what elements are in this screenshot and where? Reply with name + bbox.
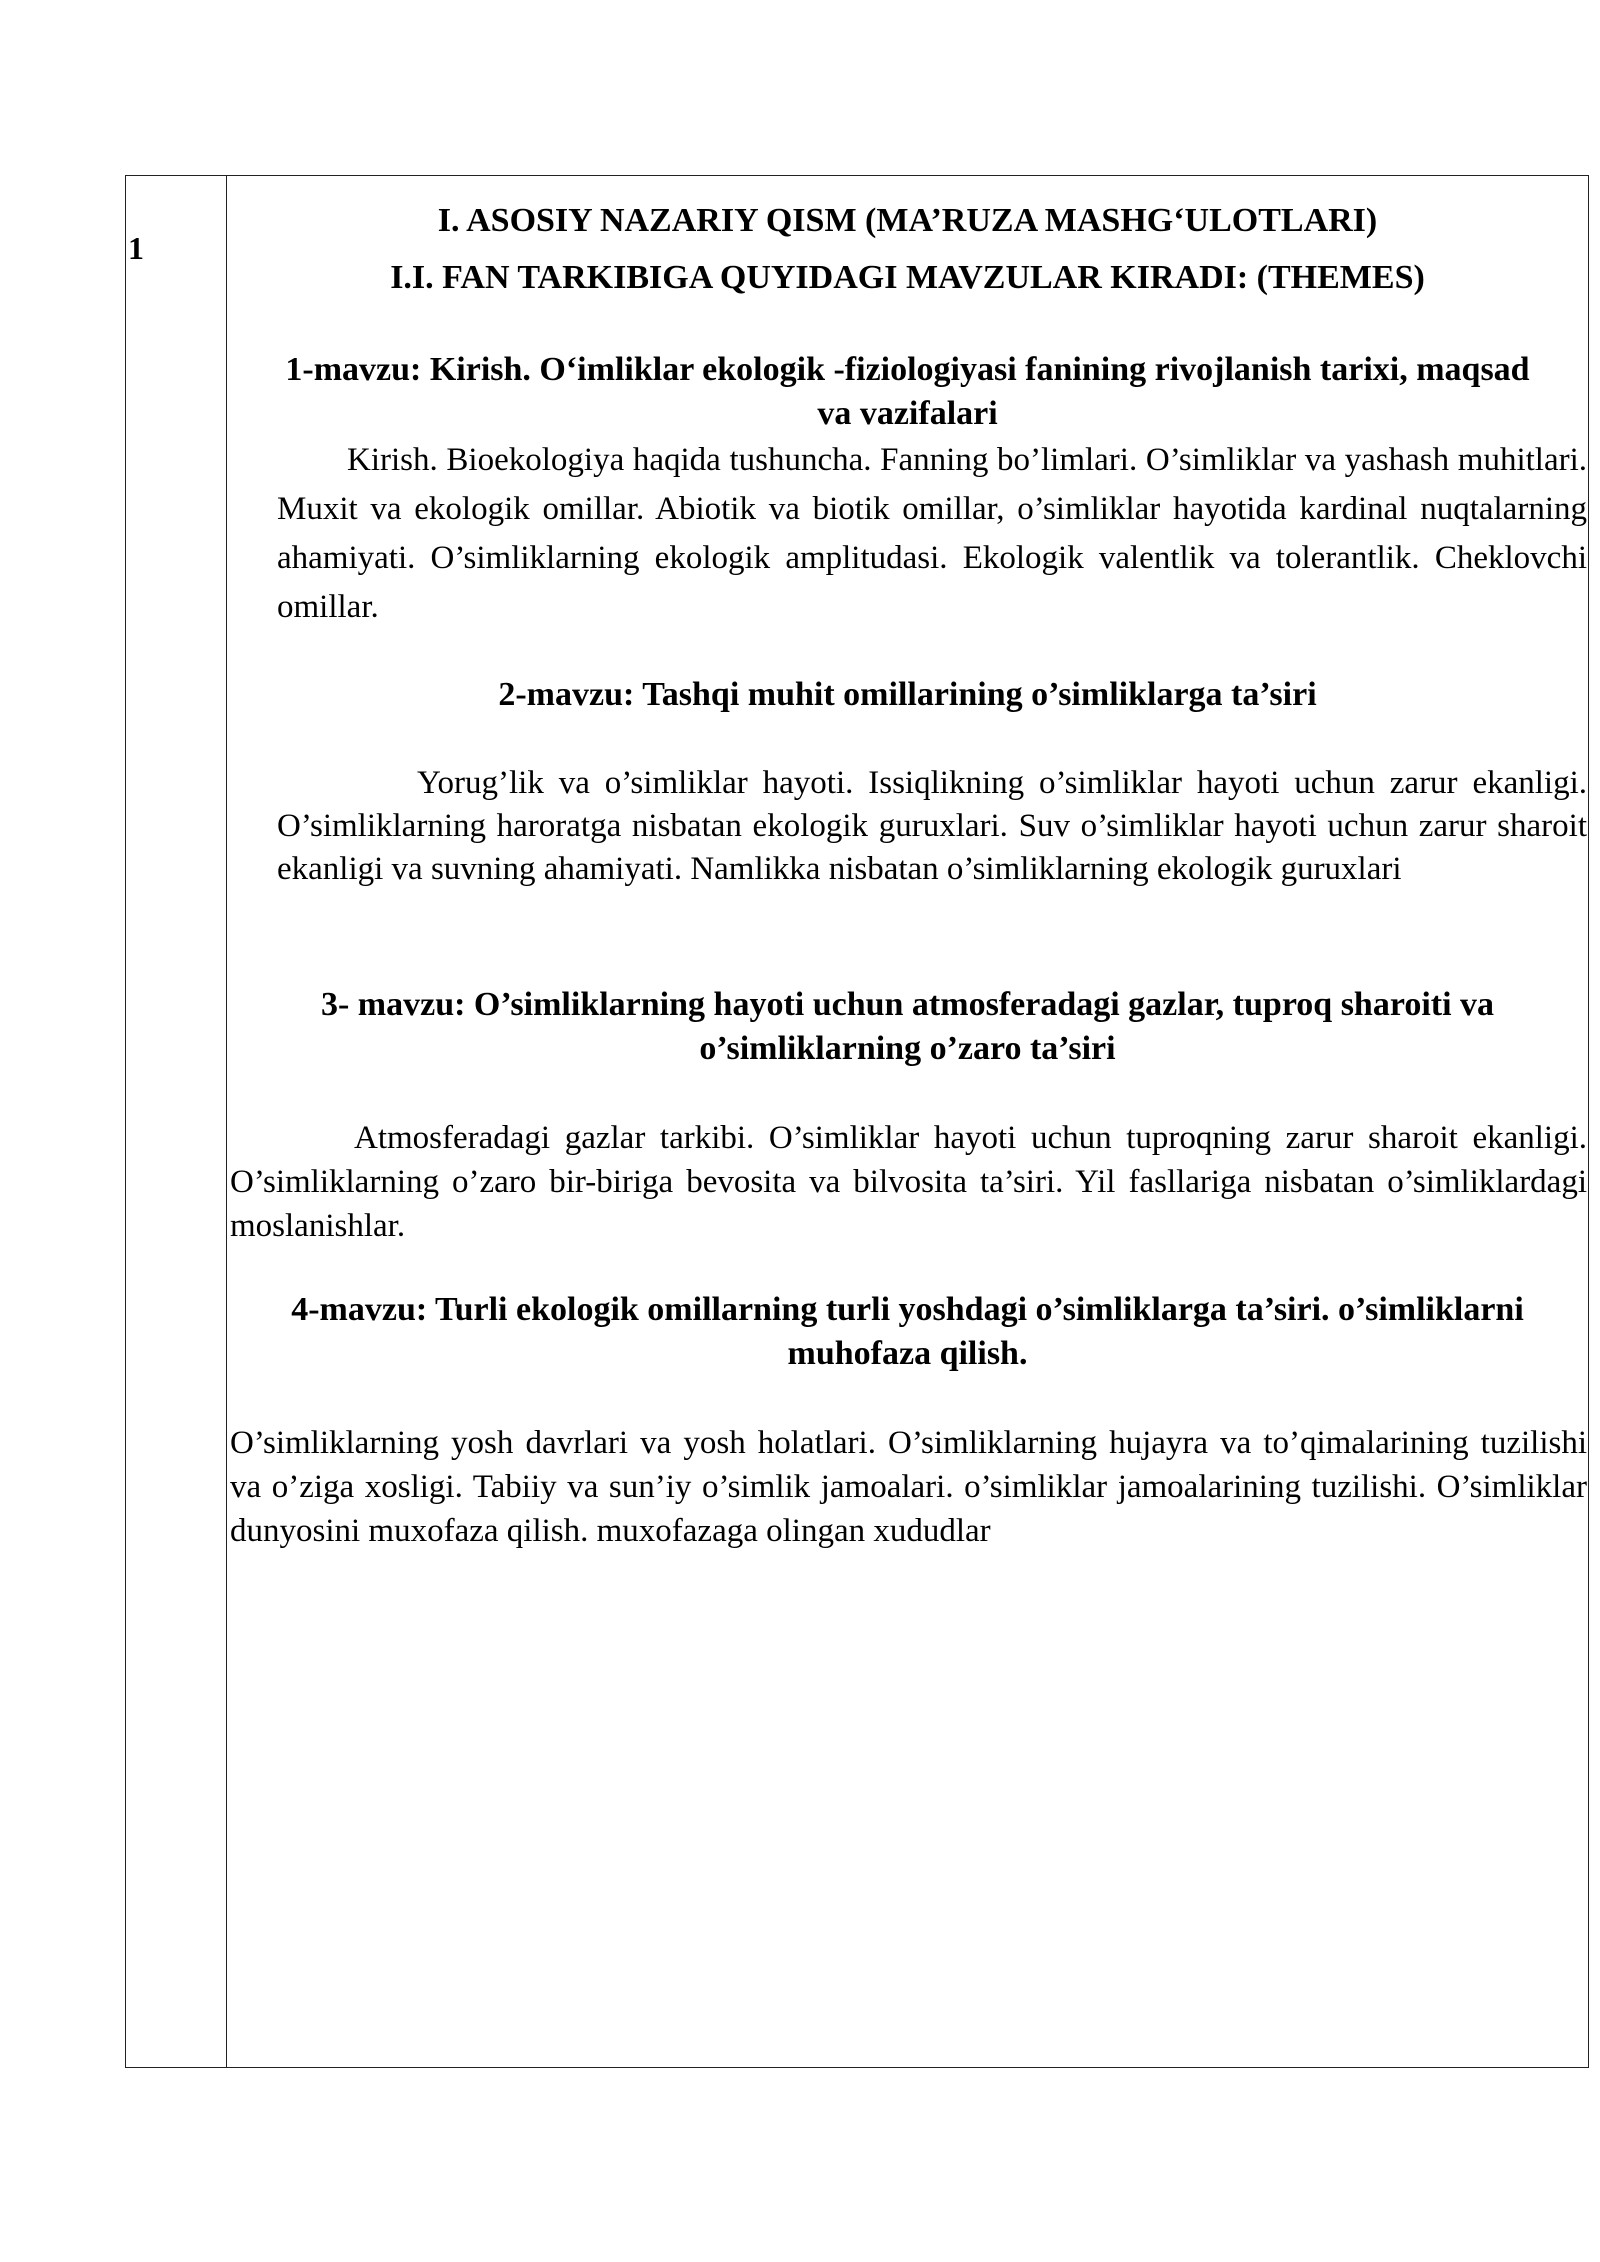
topic-4-body: O’simliklarning yosh davrlari va yosh holatlari. O’simliklarning hujayra va to’qimalarining tuzilishi va o’ziga xosligi. Tabiiy va sun’iy o’simlik jamoalari. o’simliklar jamoalarining tuzilishi. O’simliklar dunyosini muxofaza qilish. muxofazaga olingan xududlar <box>230 1425 1587 1549</box>
column-divider <box>226 175 227 2068</box>
content-cell <box>228 175 1587 1553</box>
topic-1-title: 1-mavzu: Kirish. O‘imliklar ekologik -fiziologiyasi fanining rivojlanish tarixi, maqsad va vazifalari <box>285 351 1530 432</box>
section-subtitle: I.I. FAN TARKIBIGA QUYIDAGI MAVZULAR KIRADI: (THEMES) <box>390 259 1425 296</box>
topic-2-title: 2-mavzu: Tashqi muhit omillarining o’simliklarga ta’siri <box>498 676 1317 713</box>
topic-3-title: 3- mavzu: O’simliklarning hayoti uchun atmosferadagi gazlar, tuproq sharoiti va o’simliklarning o’zaro ta’siri <box>320 986 1495 1067</box>
section-title: I. ASOSIY NAZARIY QISM (MA’RUZA MASHG‘ULOTLARI) <box>437 202 1378 239</box>
topic-2-body: Yorug’lik va o’simliklar hayoti. Issiqlikning o’simliklar hayoti uchun zarur ekanligi. O’simliklarning haroratga nisbatan ekologik guruxlari. Suv o’simliklar hayoti uchun zarur sharoit ekanligi va suvning ahamiyati. Namlikka nisbatan o’simliklarning ekologik guruxlari <box>277 765 1587 887</box>
row-number: 1 <box>128 230 144 266</box>
topic-4-title: 4-mavzu: Turli ekologik omillarning turli yoshdagi o’simliklarga ta’siri. o’simliklarni muhofaza qilish. <box>291 1291 1524 1372</box>
topic-1-body: Kirish. Bioekologiya haqida tushuncha. Fanning bo’limlari. O’simliklar va yashash muhitlari. Muxit va ekologik omillar. Abiotik va biotik omillar, o’simliklar hayotida kardinal nuqtalarning ahamiyati. O’simliklarning ekologik amplitudasi. Ekologik valentlik va tolerantlik. Cheklovchi omillar. <box>277 442 1587 625</box>
topic-3-body: Atmosferadagi gazlar tarkibi. O’simliklar hayoti uchun tuproqning zarur sharoit ekanligi. O’simliklarning o’zaro bir-biriga bevosita va bilvosita ta’siri. Yil fasllariga nisbatan o’simliklardagi moslanishlar. <box>230 1120 1587 1244</box>
